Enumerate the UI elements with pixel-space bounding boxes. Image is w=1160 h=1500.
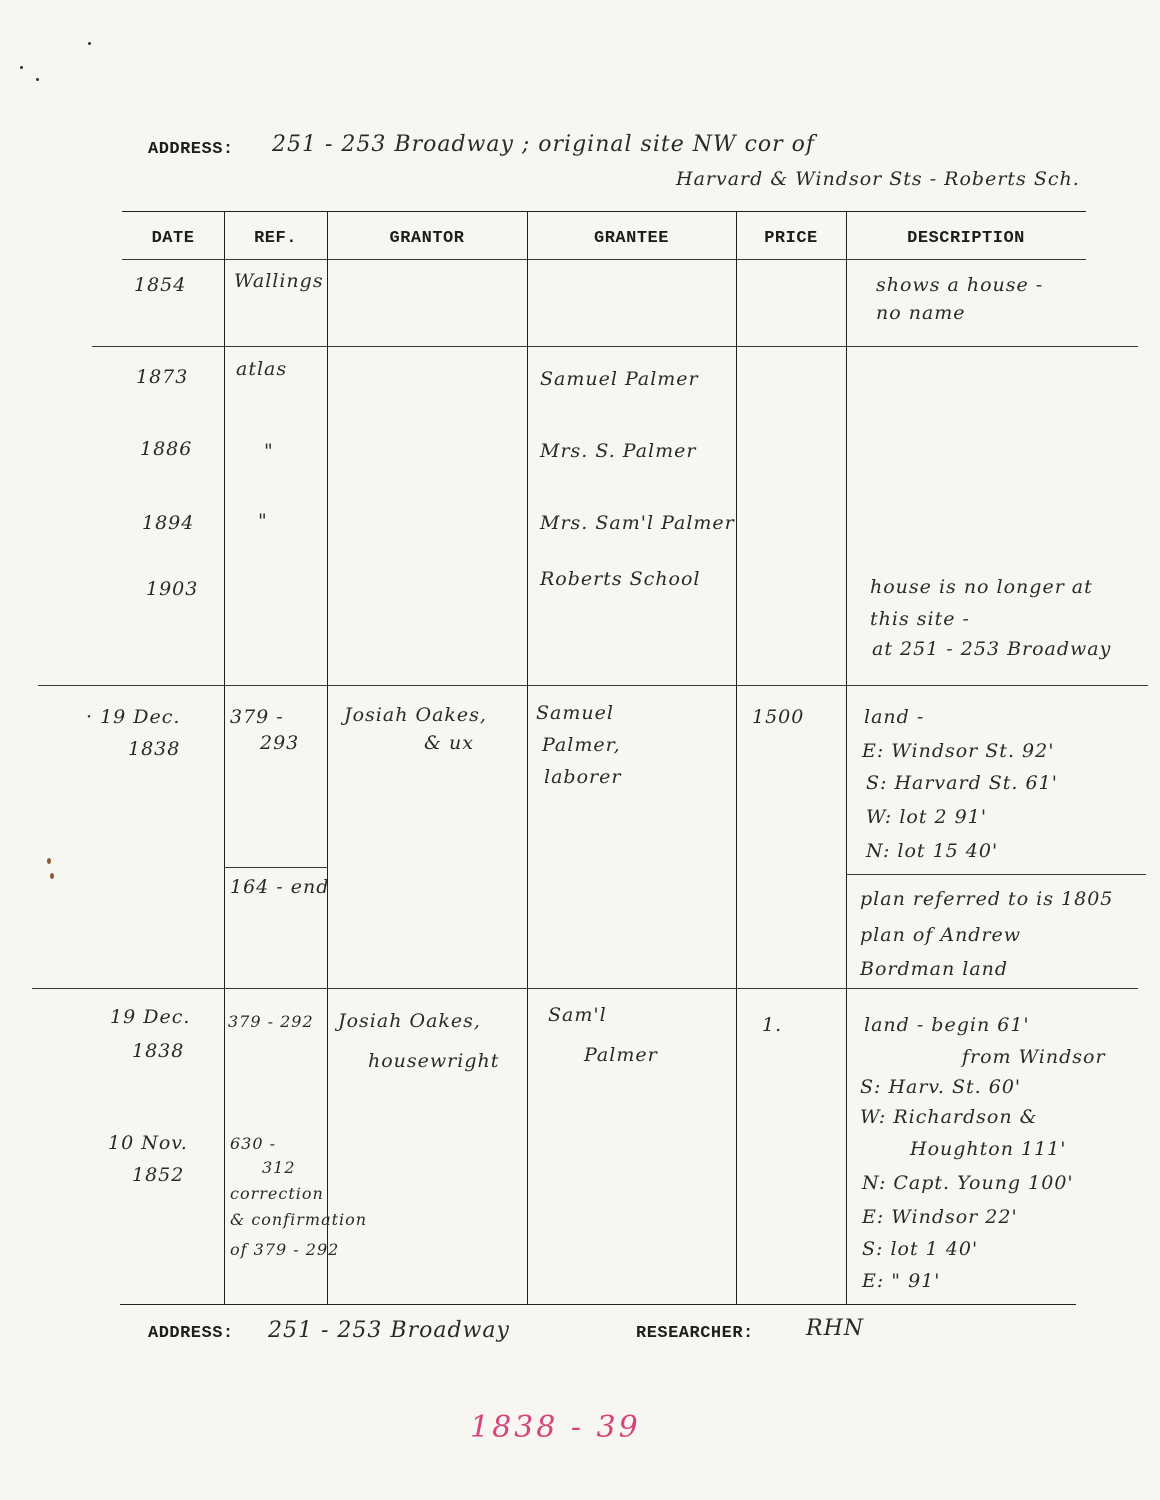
ref-subrule bbox=[224, 867, 328, 868]
entry-description: S: lot 1 40' bbox=[862, 1238, 979, 1260]
entry-description: land - bbox=[864, 706, 925, 728]
table-top-rule bbox=[122, 211, 1086, 212]
footer-researcher-value: RHN bbox=[806, 1316, 864, 1341]
address-line-1: 251 - 253 Broadway ; original site NW cor of bbox=[272, 132, 816, 157]
entry-date: 1903 bbox=[146, 578, 199, 600]
section-rule-1 bbox=[92, 346, 1138, 347]
col-header-price: PRICE bbox=[764, 229, 818, 248]
col-header-date: DATE bbox=[151, 229, 195, 248]
entry-date: 1886 bbox=[140, 438, 193, 460]
ink-speck bbox=[36, 78, 39, 81]
ink-speck bbox=[20, 66, 23, 69]
entry-description: from Windsor bbox=[962, 1046, 1106, 1068]
col-divider-grantor-grantee bbox=[527, 211, 528, 1304]
col-header-grantee: GRANTEE bbox=[594, 229, 669, 248]
entry-description: at 251 - 253 Broadway bbox=[872, 638, 1112, 660]
entry-price: 1500 bbox=[752, 706, 805, 728]
entry-description: E: Windsor St. 92' bbox=[862, 740, 1055, 762]
address-line-2: Harvard & Windsor Sts - Roberts Sch. bbox=[676, 168, 1080, 190]
ink-speck bbox=[50, 873, 54, 879]
entry-description: S: Harvard St. 61' bbox=[866, 772, 1058, 794]
entry-description: plan referred to is 1805 bbox=[860, 888, 1114, 910]
entry-description: this site - bbox=[870, 608, 970, 630]
entry-ref: & confirmation bbox=[230, 1210, 368, 1229]
entry-ref: " bbox=[258, 510, 268, 532]
entry-date: · 19 Dec. bbox=[86, 706, 181, 728]
entry-description: E: " 91' bbox=[862, 1270, 941, 1292]
entry-description: shows a house - bbox=[876, 274, 1044, 296]
entry-date: 1894 bbox=[142, 512, 195, 534]
header-rule bbox=[122, 259, 1086, 260]
entry-grantee: Roberts School bbox=[540, 568, 701, 590]
entry-date: 1838 bbox=[132, 1040, 185, 1062]
address-label: ADDRESS: bbox=[148, 140, 234, 159]
entry-grantor: housewright bbox=[368, 1050, 500, 1072]
entry-ref: 164 - end bbox=[230, 876, 330, 898]
entry-grantor: Josiah Oakes, bbox=[338, 1010, 481, 1032]
entry-grantee: Mrs. S. Palmer bbox=[540, 440, 697, 462]
entry-description: Bordman land bbox=[860, 958, 1009, 980]
section-rule-3 bbox=[32, 988, 1138, 989]
entry-ref: 293 bbox=[260, 732, 300, 754]
entry-date: 1854 bbox=[134, 274, 187, 296]
entry-description: plan of Andrew bbox=[860, 924, 1022, 946]
entry-date: 10 Nov. bbox=[108, 1132, 188, 1154]
section-rule-2 bbox=[38, 685, 1148, 686]
entry-price: 1. bbox=[762, 1014, 783, 1036]
col-divider-ref-grantor bbox=[327, 211, 328, 1304]
table-bottom-rule bbox=[120, 1304, 1076, 1305]
entry-ref: Wallings bbox=[234, 270, 324, 292]
entry-description: house is no longer at bbox=[870, 576, 1093, 598]
entry-grantee: Palmer bbox=[584, 1044, 658, 1066]
entry-date: 1852 bbox=[132, 1164, 185, 1186]
entry-date: 1838 bbox=[128, 738, 181, 760]
footer-researcher-label: RESEARCHER: bbox=[636, 1324, 754, 1343]
entry-description: W: Richardson & bbox=[860, 1106, 1038, 1128]
entry-ref: 379 - bbox=[230, 706, 284, 728]
entry-grantor: & ux bbox=[424, 732, 474, 754]
entry-ref: correction bbox=[230, 1184, 324, 1203]
entry-description: land - begin 61' bbox=[864, 1014, 1030, 1036]
entry-date: 19 Dec. bbox=[110, 1006, 191, 1028]
entry-description: E: Windsor 22' bbox=[862, 1206, 1018, 1228]
col-header-description: DESCRIPTION bbox=[907, 229, 1025, 248]
entry-grantee: Mrs. Sam'l Palmer bbox=[540, 512, 735, 534]
ink-speck bbox=[47, 858, 51, 864]
entry-ref: " bbox=[264, 440, 274, 462]
entry-description: W: lot 2 91' bbox=[866, 806, 988, 828]
entry-grantee: Samuel Palmer bbox=[540, 368, 699, 390]
entry-ref: atlas bbox=[236, 358, 288, 380]
footer-address-value: 251 - 253 Broadway bbox=[268, 1318, 510, 1343]
entry-ref: 630 - bbox=[230, 1134, 277, 1153]
entry-description: S: Harv. St. 60' bbox=[860, 1076, 1022, 1098]
col-header-ref: REF. bbox=[254, 229, 297, 248]
entry-description: N: Capt. Young 100' bbox=[862, 1172, 1074, 1194]
entry-ref: 312 bbox=[262, 1158, 296, 1177]
col-divider-date-ref bbox=[224, 211, 225, 1304]
footer-address-label: ADDRESS: bbox=[148, 1324, 234, 1343]
col-header-grantor: GRANTOR bbox=[389, 229, 465, 248]
col-divider-grantee-price bbox=[736, 211, 737, 1304]
description-subrule bbox=[846, 874, 1146, 875]
entry-description: Houghton 111' bbox=[910, 1138, 1067, 1160]
year-range-annotation: 1838 - 39 bbox=[470, 1410, 641, 1445]
ink-speck bbox=[88, 42, 91, 45]
entry-grantee: Sam'l bbox=[548, 1004, 607, 1026]
entry-ref: of 379 - 292 bbox=[230, 1240, 340, 1259]
entry-grantee: Samuel bbox=[536, 702, 614, 724]
entry-grantee: Palmer, bbox=[542, 734, 621, 756]
col-divider-price-description bbox=[846, 211, 847, 1304]
entry-grantee: laborer bbox=[544, 766, 622, 788]
entry-grantor: Josiah Oakes, bbox=[344, 704, 487, 726]
entry-date: 1873 bbox=[136, 366, 189, 388]
entry-description: N: lot 15 40' bbox=[866, 840, 999, 862]
entry-description: no name bbox=[876, 302, 966, 324]
entry-ref: 379 - 292 bbox=[228, 1012, 314, 1031]
